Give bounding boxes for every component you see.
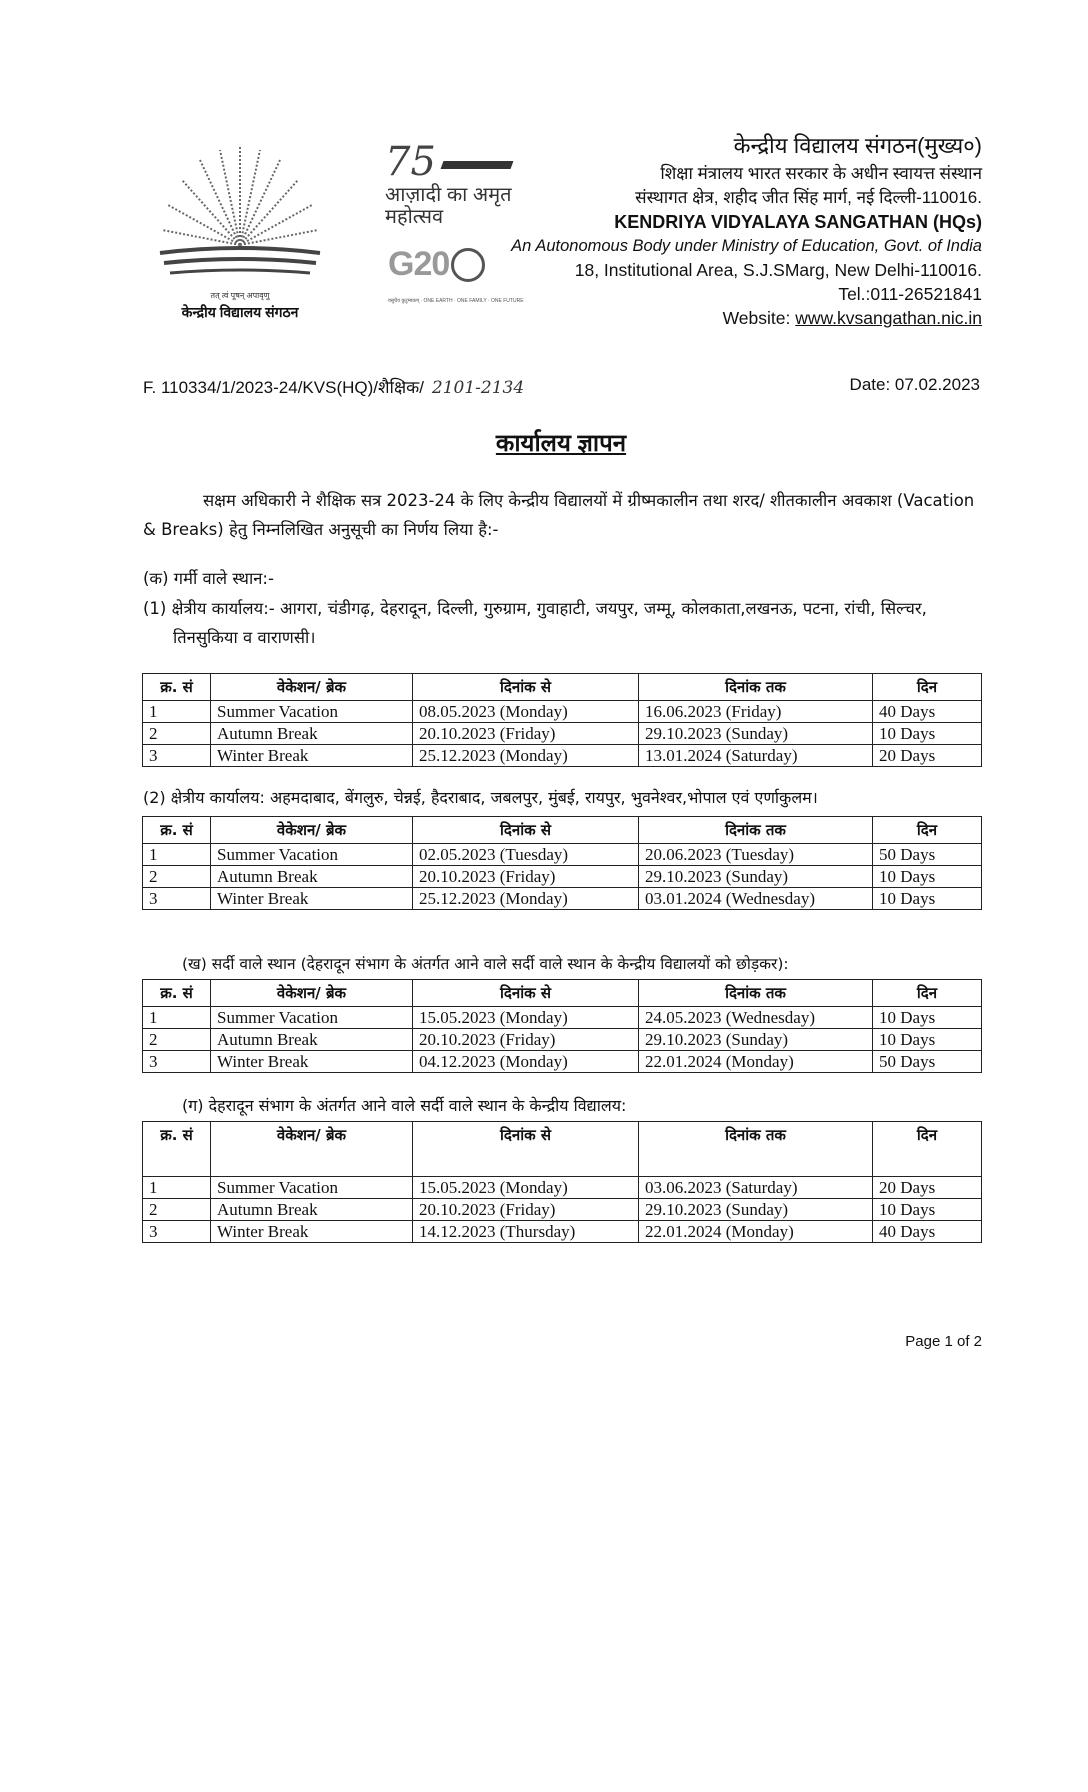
cell-date-from: 25.12.2023 (Monday) [413, 888, 639, 910]
cell-days: 50 Days [873, 844, 982, 866]
table-row [143, 723, 982, 745]
table-row [143, 844, 982, 866]
cell-vacation-type: Winter Break [211, 745, 413, 767]
cell-days: 10 Days [873, 1029, 982, 1051]
header-vacation-type: वेकेशन/ ब्रेक [211, 817, 413, 844]
table-header-row [143, 817, 982, 844]
header-days: दिन [873, 1122, 982, 1177]
telephone: Tel.:011-26521841 [838, 284, 982, 304]
vacation-table-4 [142, 1121, 982, 1243]
cell-days: 20 Days [873, 1177, 982, 1199]
cell-vacation-type: Summer Vacation [211, 701, 413, 723]
cell-days: 50 Days [873, 1051, 982, 1073]
cell-date-to: 24.05.2023 (Wednesday) [639, 1007, 873, 1029]
address-hindi: संस्थागत क्षेत्र, शहीद जीत सिंह मार्ग, नई दिल्ली-110016. [635, 188, 982, 207]
azadi-text: आज़ादी का अमृत महोत्सव [385, 184, 512, 228]
cell-vacation-type: Autumn Break [211, 723, 413, 745]
ministry-hindi: शिक्षा मंत्रालय भारत सरकार के अधीन स्वायत्त संस्थान [660, 164, 982, 183]
cell-serial-no: 3 [143, 1051, 211, 1073]
org-name-hindi: केन्द्रीय विद्यालय संगठन(मुख्य०) [733, 133, 982, 158]
header-date-from: दिनांक से [413, 1122, 639, 1177]
header-days: दिन [873, 674, 982, 701]
cell-days: 10 Days [873, 1007, 982, 1029]
header-serial-no: क्र. सं [143, 1122, 211, 1177]
table-header-row [143, 980, 982, 1007]
cell-days: 20 Days [873, 745, 982, 767]
cell-date-to: 03.01.2024 (Wednesday) [639, 888, 873, 910]
cell-date-from: 02.05.2023 (Tuesday) [413, 844, 639, 866]
g20-tagline: वसुधैव कुटुम्बकम् · ONE EARTH · ONE FAMILY · ONE FUTURE [388, 298, 524, 304]
header-date-to: दिनांक तक [639, 980, 873, 1007]
file-number: F. 110334/1/2023-24/KVS(HQ)/शैक्षिक/ [143, 378, 424, 397]
cell-vacation-type: Winter Break [211, 888, 413, 910]
cell-date-from: 20.10.2023 (Friday) [413, 866, 639, 888]
section-ga-heading: (ग) देहरादून संभाग के अंतर्गत आने वाले सर्दी वाले स्थान के केन्द्रीय विद्यालय: [182, 1096, 627, 1115]
cell-date-from: 25.12.2023 (Monday) [413, 745, 639, 767]
cell-days: 10 Days [873, 1199, 982, 1221]
org-name-english: KENDRIYA VIDYALAYA SANGATHAN (HQs) [614, 212, 982, 232]
table-row [143, 1029, 982, 1051]
table-row [143, 866, 982, 888]
table-row [143, 1007, 982, 1029]
website-label: Website: [722, 308, 796, 328]
ministry-english: An Autonomous Body under Ministry of Education, Govt. of India [511, 237, 982, 255]
table-header-row [143, 1122, 982, 1177]
header-vacation-type: वेकेशन/ ब्रेक [211, 980, 413, 1007]
cell-vacation-type: Winter Break [211, 1221, 413, 1243]
cell-days: 40 Days [873, 701, 982, 723]
cell-date-from: 08.05.2023 (Monday) [413, 701, 639, 723]
cell-date-from: 15.05.2023 (Monday) [413, 1177, 639, 1199]
cell-serial-no: 1 [143, 1007, 211, 1029]
cell-days: 10 Days [873, 888, 982, 910]
g20-text: G20 [388, 245, 450, 283]
cell-days: 10 Days [873, 866, 982, 888]
header-days: दिन [873, 817, 982, 844]
cell-serial-no: 3 [143, 1221, 211, 1243]
cell-date-from: 20.10.2023 (Friday) [413, 1029, 639, 1051]
cell-date-to: 03.06.2023 (Saturday) [639, 1177, 873, 1199]
cell-date-to: 29.10.2023 (Sunday) [639, 866, 873, 888]
section-ka-heading: (क) गर्मी वाले स्थान:- [143, 569, 274, 588]
table-row [143, 1051, 982, 1073]
letterhead [511, 130, 982, 330]
header-serial-no: क्र. सं [143, 980, 211, 1007]
section-kha-heading: (ख) सर्दी वाले स्थान (देहरादून संभाग के अंतर्गत आने वाले सर्दी वाले स्थान के केन्द्रीय विद्यालयों को छोड़कर): [182, 955, 789, 973]
cell-date-to: 16.06.2023 (Friday) [639, 701, 873, 723]
table-row [143, 888, 982, 910]
cell-date-to: 13.01.2024 (Saturday) [639, 745, 873, 767]
kvs-logo-name: केन्द्रीय विद्यालय संगठन [181, 304, 299, 320]
header-date-from: दिनांक से [413, 980, 639, 1007]
cell-vacation-type: Winter Break [211, 1051, 413, 1073]
header-date-from: दिनांक से [413, 817, 639, 844]
handwritten-number: 2101-2134 [431, 378, 525, 398]
cell-vacation-type: Summer Vacation [211, 844, 413, 866]
table-row [143, 1177, 982, 1199]
vacation-table-1 [142, 673, 982, 767]
cell-date-from: 14.12.2023 (Thursday) [413, 1221, 639, 1243]
cell-serial-no: 2 [143, 1029, 211, 1051]
cell-vacation-type: Autumn Break [211, 1199, 413, 1221]
cell-date-from: 15.05.2023 (Monday) [413, 1007, 639, 1029]
cell-vacation-type: Autumn Break [211, 1029, 413, 1051]
file-reference [143, 375, 524, 398]
cell-serial-no: 2 [143, 1199, 211, 1221]
header-serial-no: क्र. सं [143, 817, 211, 844]
cell-vacation-type: Summer Vacation [211, 1177, 413, 1199]
cell-serial-no: 2 [143, 866, 211, 888]
seventy-five-mark-icon: 75 [385, 140, 550, 184]
cell-serial-no: 1 [143, 844, 211, 866]
table-row [143, 745, 982, 767]
vacation-table-2 [142, 816, 982, 910]
kvs-emblem-icon [150, 135, 330, 285]
cell-date-from: 20.10.2023 (Friday) [413, 1199, 639, 1221]
cell-date-from: 20.10.2023 (Friday) [413, 723, 639, 745]
header-date-from: दिनांक से [413, 674, 639, 701]
cell-serial-no: 3 [143, 745, 211, 767]
table-row [143, 1221, 982, 1243]
header-date-to: दिनांक तक [639, 674, 873, 701]
cell-date-to: 20.06.2023 (Tuesday) [639, 844, 873, 866]
cell-date-to: 22.01.2024 (Monday) [639, 1051, 873, 1073]
table-row [143, 1199, 982, 1221]
table-header-row [143, 674, 982, 701]
cell-serial-no: 3 [143, 888, 211, 910]
region-list-1: (1) क्षेत्रीय कार्यालय:- आगरा, चंडीगढ़, देहरादून, दिल्ली, गुरुग्राम, गुवाहाटी, जयपुर, जम्मू, कोलकाता,लखनऊ, पटना, रांची, सिल्चर, तिनसुकिया व वाराणसी। [143, 599, 927, 647]
header-serial-no: क्र. सं [143, 674, 211, 701]
cell-vacation-type: Autumn Break [211, 866, 413, 888]
header-vacation-type: वेकेशन/ ब्रेक [211, 1122, 413, 1177]
memo-date: Date: 07.02.2023 [849, 375, 980, 394]
header-days: दिन [873, 980, 982, 1007]
cell-date-to: 22.01.2024 (Monday) [639, 1221, 873, 1243]
cell-date-from: 04.12.2023 (Monday) [413, 1051, 639, 1073]
table-row [143, 701, 982, 723]
header-date-to: दिनांक तक [639, 1122, 873, 1177]
header-vacation-type: वेकेशन/ ब्रेक [211, 674, 413, 701]
vacation-table-3 [142, 979, 982, 1073]
cell-date-to: 29.10.2023 (Sunday) [639, 1029, 873, 1051]
kvs-logo-motto: तत् त्वं पूषन् अपावृणु [210, 291, 270, 300]
website-line [511, 306, 982, 330]
kvs-logo [150, 135, 330, 335]
cell-date-to: 29.10.2023 (Sunday) [639, 1199, 873, 1221]
cell-serial-no: 2 [143, 723, 211, 745]
region-list-2: (2) क्षेत्रीय कार्यालय: अहमदाबाद, बेंगलुरु, चेन्नई, हैदराबाद, जबलपुर, मुंबई, रायपुर, भुवनेश्वर,भोपाल एवं एर्णाकुलम। [143, 788, 818, 807]
cell-serial-no: 1 [143, 1177, 211, 1199]
intro-paragraph: सक्षम अधिकारी ने शैक्षिक सत्र 2023-24 के लिए केन्द्रीय विद्यालयों में ग्रीष्मकालीन तथा शरद/ शीतकालीन अवकाश (Vacation & Breaks) हेतु निम्नलिखित अनुसूची का निर्णय लिया है:- [143, 491, 975, 539]
globe-icon [451, 248, 485, 282]
cell-date-to: 29.10.2023 (Sunday) [639, 723, 873, 745]
page-number: Page 1 of 2 [905, 1333, 982, 1350]
cell-vacation-type: Summer Vacation [211, 1007, 413, 1029]
cell-days: 10 Days [873, 723, 982, 745]
memo-title: कार्यालय ज्ञापन [495, 430, 627, 457]
cell-serial-no: 1 [143, 701, 211, 723]
cell-days: 40 Days [873, 1221, 982, 1243]
address-english: 18, Institutional Area, S.J.SMarg, New Delhi-110016. [574, 260, 982, 280]
website-link[interactable]: www.kvsangathan.nic.in [795, 308, 982, 328]
header-date-to: दिनांक तक [639, 817, 873, 844]
